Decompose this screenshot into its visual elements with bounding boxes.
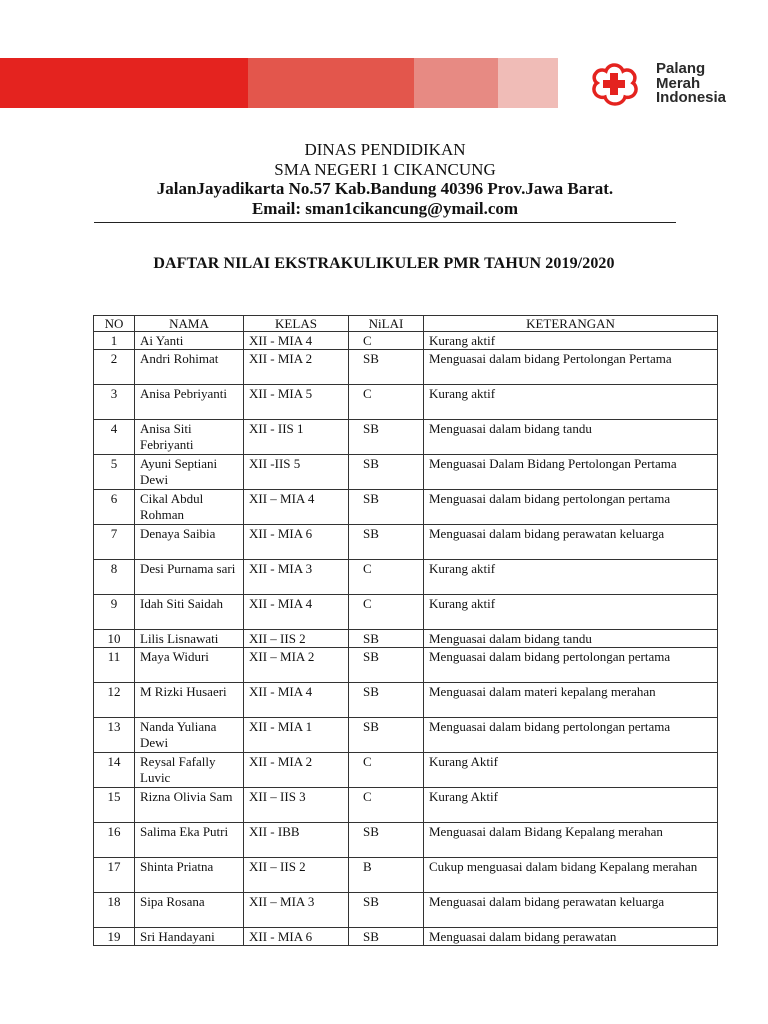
table-row bbox=[94, 823, 718, 858]
cell-no: 2 bbox=[94, 350, 135, 385]
cell-no: 15 bbox=[94, 788, 135, 823]
cell-nilai: SB bbox=[349, 350, 424, 385]
table-row bbox=[94, 455, 718, 490]
cell-keterangan: Menguasai dalam bidang perawatan bbox=[424, 928, 718, 946]
cell-no: 16 bbox=[94, 823, 135, 858]
letterhead-divider bbox=[94, 222, 676, 223]
table-row bbox=[94, 858, 718, 893]
cell-nilai: C bbox=[349, 788, 424, 823]
cell-nilai: SB bbox=[349, 928, 424, 946]
cell-kelas: XII - MIA 2 bbox=[244, 350, 349, 385]
cell-kelas: XII - MIA 2 bbox=[244, 753, 349, 788]
column-header-nama: NAMA bbox=[135, 316, 244, 332]
cell-nilai: SB bbox=[349, 525, 424, 560]
cell-keterangan: Kurang aktif bbox=[424, 332, 718, 350]
cell-no: 13 bbox=[94, 718, 135, 753]
cell-keterangan: Menguasai dalam bidang tandu bbox=[424, 630, 718, 648]
cell-keterangan: Menguasai dalam materi kepalang merahan bbox=[424, 683, 718, 718]
table-row bbox=[94, 788, 718, 823]
cell-no: 6 bbox=[94, 490, 135, 525]
banner-stripe-pale bbox=[498, 58, 558, 108]
cell-keterangan: Cukup menguasai dalam bidang Kepalang merahan bbox=[424, 858, 718, 893]
cell-kelas: XII – MIA 4 bbox=[244, 490, 349, 525]
cell-nama: Ai Yanti bbox=[135, 332, 244, 350]
cell-nama: Denaya Saibia bbox=[135, 525, 244, 560]
cell-no: 3 bbox=[94, 385, 135, 420]
cell-nama: Anisa Pebriyanti bbox=[135, 385, 244, 420]
cell-kelas: XII -IIS 5 bbox=[244, 455, 349, 490]
cell-no: 8 bbox=[94, 560, 135, 595]
cell-kelas: XII - MIA 4 bbox=[244, 595, 349, 630]
banner-stripe-medium bbox=[248, 58, 414, 108]
column-header-nilai: NiLAI bbox=[349, 316, 424, 332]
cell-kelas: XII - MIA 4 bbox=[244, 332, 349, 350]
cell-nama: Sipa Rosana bbox=[135, 893, 244, 928]
table-row bbox=[94, 893, 718, 928]
cell-keterangan: Kurang aktif bbox=[424, 385, 718, 420]
cell-nama: Shinta Priatna bbox=[135, 858, 244, 893]
table-row bbox=[94, 525, 718, 560]
cell-nilai: C bbox=[349, 385, 424, 420]
table-row bbox=[94, 490, 718, 525]
cell-nilai: SB bbox=[349, 893, 424, 928]
cell-no: 12 bbox=[94, 683, 135, 718]
letterhead-address: JalanJayadikarta No.57 Kab.Bandung 40396 Prov.Jawa Barat. bbox=[156, 179, 614, 198]
letterhead-agency: DINAS PENDIDIKAN bbox=[304, 140, 466, 159]
cell-nilai: C bbox=[349, 332, 424, 350]
letterhead bbox=[94, 140, 676, 218]
cell-nama: Anisa Siti Febriyanti bbox=[135, 420, 244, 455]
logo-line-indonesia: Indonesia bbox=[656, 89, 727, 106]
banner-stripe-light bbox=[414, 58, 498, 108]
cell-nilai: C bbox=[349, 560, 424, 595]
cell-no: 17 bbox=[94, 858, 135, 893]
cell-nilai: C bbox=[349, 595, 424, 630]
cell-nama: Maya Widuri bbox=[135, 648, 244, 683]
cell-keterangan: Menguasai dalam bidang tandu bbox=[424, 420, 718, 455]
banner-stripe-red bbox=[0, 58, 248, 108]
table-row bbox=[94, 928, 718, 946]
cell-no: 11 bbox=[94, 648, 135, 683]
cell-kelas: XII - MIA 6 bbox=[244, 928, 349, 946]
table-row bbox=[94, 753, 718, 788]
cell-keterangan: Kurang Aktif bbox=[424, 788, 718, 823]
cell-nilai: SB bbox=[349, 455, 424, 490]
cell-kelas: XII - IIS 1 bbox=[244, 420, 349, 455]
cell-nama: Lilis Lisnawati bbox=[135, 630, 244, 648]
cell-kelas: XII - MIA 3 bbox=[244, 560, 349, 595]
cell-nama: Andri Rohimat bbox=[135, 350, 244, 385]
cell-no: 14 bbox=[94, 753, 135, 788]
column-header-kelas: KELAS bbox=[244, 316, 349, 332]
cell-kelas: XII - MIA 6 bbox=[244, 525, 349, 560]
cell-nama: Idah Siti Saidah bbox=[135, 595, 244, 630]
cell-keterangan: Menguasai dalam Bidang Kepalang merahan bbox=[424, 823, 718, 858]
cell-keterangan: Menguasai dalam bidang pertolongan pertama bbox=[424, 718, 718, 753]
table-row bbox=[94, 683, 718, 718]
cell-keterangan: Menguasai dalam bidang Pertolongan Pertama bbox=[424, 350, 718, 385]
table-row bbox=[94, 420, 718, 455]
column-header-keterangan: KETERANGAN bbox=[424, 316, 718, 332]
cell-nama: Ayuni Septiani Dewi bbox=[135, 455, 244, 490]
letterhead-email: Email: sman1cikancung@ymail.com bbox=[251, 198, 519, 218]
cell-nama: M Rizki Husaeri bbox=[135, 683, 244, 718]
cell-no: 4 bbox=[94, 420, 135, 455]
document-title: DAFTAR NILAI EKSTRAKULIKULER PMR TAHUN 2019/2020 bbox=[153, 255, 615, 272]
cell-kelas: XII - MIA 4 bbox=[244, 683, 349, 718]
cell-no: 18 bbox=[94, 893, 135, 928]
cell-no: 1 bbox=[94, 332, 135, 350]
cell-kelas: XII – IIS 2 bbox=[244, 858, 349, 893]
red-cross-flower-icon bbox=[588, 62, 640, 106]
cell-keterangan: Menguasai dalam bidang pertolongan pertama bbox=[424, 648, 718, 683]
cell-keterangan: Kurang aktif bbox=[424, 595, 718, 630]
cell-keterangan: Menguasai dalam bidang pertolongan pertama bbox=[424, 490, 718, 525]
cell-nama: Cikal Abdul Rohman bbox=[135, 490, 244, 525]
grades-table bbox=[93, 315, 718, 946]
cell-no: 7 bbox=[94, 525, 135, 560]
table-row bbox=[94, 648, 718, 683]
cell-kelas: XII – IIS 2 bbox=[244, 630, 349, 648]
cell-nilai: C bbox=[349, 753, 424, 788]
table-body bbox=[94, 332, 718, 946]
header-banner bbox=[0, 58, 768, 108]
cell-no: 5 bbox=[94, 455, 135, 490]
cell-nama: Nanda Yuliana Dewi bbox=[135, 718, 244, 753]
cell-nilai: SB bbox=[349, 490, 424, 525]
cell-nilai: SB bbox=[349, 718, 424, 753]
cell-keterangan: Menguasai dalam bidang perawatan keluarga bbox=[424, 893, 718, 928]
table-row bbox=[94, 595, 718, 630]
cell-no: 9 bbox=[94, 595, 135, 630]
cell-keterangan: Menguasai Dalam Bidang Pertolongan Pertama bbox=[424, 455, 718, 490]
cell-nama: Desi Purnama sari bbox=[135, 560, 244, 595]
cell-kelas: XII – IIS 3 bbox=[244, 788, 349, 823]
table-row bbox=[94, 718, 718, 753]
cell-no: 19 bbox=[94, 928, 135, 946]
letterhead-school: SMA NEGERI 1 CIKANCUNG bbox=[274, 159, 496, 179]
cell-nilai: SB bbox=[349, 630, 424, 648]
column-header-no: NO bbox=[94, 316, 135, 332]
table-row bbox=[94, 332, 718, 350]
pmi-logo bbox=[558, 58, 768, 108]
cell-kelas: XII – MIA 2 bbox=[244, 648, 349, 683]
cell-nilai: B bbox=[349, 858, 424, 893]
logo-line-merah: Merah bbox=[656, 74, 701, 92]
cell-nilai: SB bbox=[349, 648, 424, 683]
cell-nama: Reysal Fafally Luvic bbox=[135, 753, 244, 788]
table-row bbox=[94, 560, 718, 595]
cell-nama: Rizna Olivia Sam bbox=[135, 788, 244, 823]
cell-kelas: XII – MIA 3 bbox=[244, 893, 349, 928]
table-row bbox=[94, 350, 718, 385]
cell-keterangan: Kurang Aktif bbox=[424, 753, 718, 788]
cell-keterangan: Kurang aktif bbox=[424, 560, 718, 595]
cell-nilai: SB bbox=[349, 823, 424, 858]
logo-line-palang: Palang bbox=[656, 60, 706, 77]
cell-keterangan: Menguasai dalam bidang perawatan keluarga bbox=[424, 525, 718, 560]
table-row bbox=[94, 385, 718, 420]
cell-kelas: XII - MIA 5 bbox=[244, 385, 349, 420]
table-header-row bbox=[94, 316, 718, 332]
cell-kelas: XII - MIA 1 bbox=[244, 718, 349, 753]
table-row bbox=[94, 630, 718, 648]
cell-nilai: SB bbox=[349, 420, 424, 455]
cell-nilai: SB bbox=[349, 683, 424, 718]
cell-nama: Salima Eka Putri bbox=[135, 823, 244, 858]
cell-nama: Sri Handayani bbox=[135, 928, 244, 946]
pmi-logo-text bbox=[656, 62, 726, 106]
cell-no: 10 bbox=[94, 630, 135, 648]
cell-kelas: XII - IBB bbox=[244, 823, 349, 858]
